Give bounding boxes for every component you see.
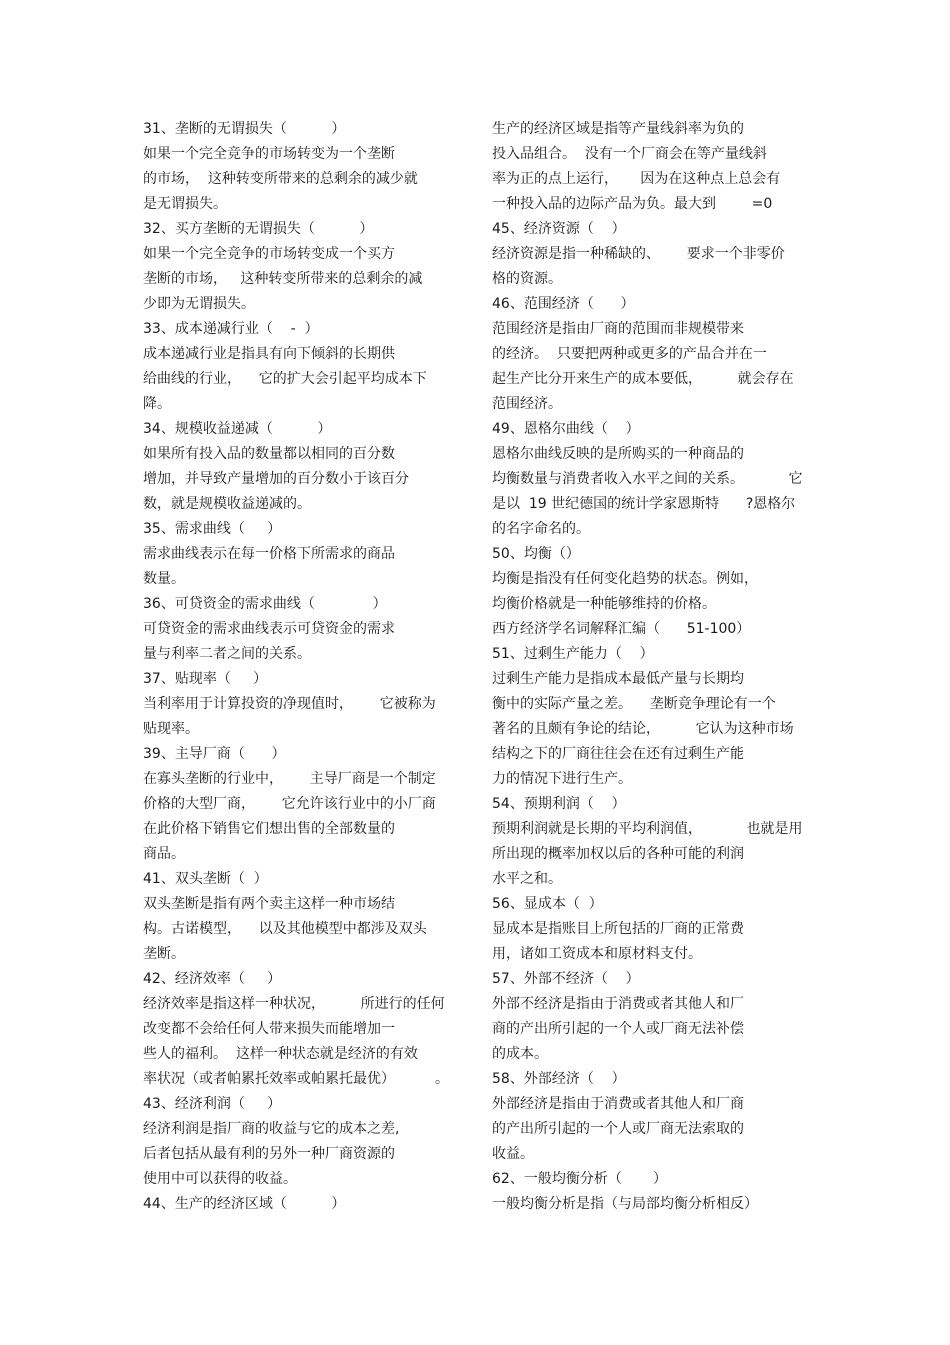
term-heading: 62、一般均衡分析（ ） <box>492 1171 667 1187</box>
definition-line: 西方经济学名词解释汇编（ 51-100） <box>492 621 751 637</box>
definition-line: 显成本是指账目上所包括的厂商的正常费 <box>492 921 744 937</box>
term-heading: 44、生产的经济区域（ ） <box>143 1196 346 1212</box>
term-heading: 43、经济利润（ ） <box>143 1096 282 1112</box>
definition-line: 商的产出所引起的一个人或厂商无法补偿 <box>492 1021 744 1037</box>
definition-line: 后者包括从最有利的另外一种厂商资源的 <box>143 1146 395 1162</box>
definition-line: 起生产比分开来生产的成本要低， 就会存在 <box>492 371 794 387</box>
definition-line: 衡中的实际产量之差。 垄断竞争理论有一个 <box>492 696 776 712</box>
definition-line: 一种投入品的边际产品为负。最大到 =0 <box>492 196 773 212</box>
definition-line: 的市场， 这种转变所带来的总剩余的减少就 <box>143 171 418 187</box>
definition-line: 双头垄断是指有两个卖主这样一种市场结 <box>143 896 395 912</box>
term-heading: 31、垄断的无谓损失（ ） <box>143 121 346 137</box>
definition-line: 当利率用于计算投资的净现值时， 它被称为 <box>143 696 436 712</box>
definition-line: 需求曲线表示在每一价格下所需求的商品 <box>143 546 395 562</box>
definition-line: 贴现率。 <box>143 721 199 737</box>
definition-line: 是以 19 世纪德国的统计学家恩斯特 ?恩格尔 <box>492 496 796 512</box>
term-heading: 37、贴现率（ ） <box>143 671 268 687</box>
definition-line: 所出现的概率加权以后的各种可能的利润 <box>492 846 744 862</box>
definition-line: 预期利润就是长期的平均利润值， 也就是用 <box>492 821 803 837</box>
definition-line: 著名的且颇有争论的结论， 它认为这种市场 <box>492 721 794 737</box>
definition-line: 均衡价格就是一种能够维持的价格。 <box>492 596 716 612</box>
definition-line: 用，诸如工资成本和原材料支付。 <box>492 946 702 962</box>
definition-line: 经济效率是指这样一种状况， 所进行的任何 <box>143 996 445 1012</box>
definition-line: 改变都不会给任何人带来损失而能增加一 <box>143 1021 395 1037</box>
definition-line: 在此价格下销售它们想出售的全部数量的 <box>143 821 395 837</box>
definition-line: 恩格尔曲线反映的是所购买的一种商品的 <box>492 446 744 462</box>
term-heading: 49、恩格尔曲线（ ） <box>492 421 640 437</box>
definition-line: 降。 <box>143 396 171 412</box>
left-column <box>143 117 463 1217</box>
right-column <box>492 117 822 1217</box>
definition-line: 力的情况下进行生产。 <box>492 771 632 787</box>
definition-line: 过剩生产能力是指成本最低产量与长期均 <box>492 671 744 687</box>
definition-line: 构。古诺模型， 以及其他模型中都涉及双头 <box>143 921 427 937</box>
term-heading: 35、需求曲线（ ） <box>143 521 282 537</box>
definition-line: 一般均衡分析是指（与局部均衡分析相反） <box>492 1196 758 1212</box>
definition-line: 率为正的点上运行， 因为在这种点上总会有 <box>492 171 781 187</box>
definition-line: 是无谓损失。 <box>143 196 227 212</box>
definition-line: 增加，并导致产量增加的百分数小于该百分 <box>143 471 409 487</box>
definition-line: 的经济。 只要把两种或更多的产品合并在一 <box>492 346 767 362</box>
definition-line: 可贷资金的需求曲线表示可贷资金的需求 <box>143 621 395 637</box>
definition-line: 范围经济是指由厂商的范围而非规模带来 <box>492 321 744 337</box>
definition-line: 在寡头垄断的行业中， 主导厂商是一个制定 <box>143 771 436 787</box>
definition-line: 经济利润是指厂商的收益与它的成本之差, <box>143 1121 400 1137</box>
term-heading: 34、规模收益递减（ ） <box>143 421 332 437</box>
definition-line: 结构之下的厂商往往会在还有过剩生产能 <box>492 746 744 762</box>
definition-line: 外部经济是指由于消费或者其他人和厂商 <box>492 1096 744 1112</box>
definition-line: 如果一个完全竞争的市场转变成一个买方 <box>143 246 395 262</box>
term-heading: 56、显成本（ ） <box>492 896 603 912</box>
definition-line: 数，就是规模收益递减的。 <box>143 496 311 512</box>
definition-line: 少即为无谓损失。 <box>143 296 255 312</box>
definition-line: 收益。 <box>492 1146 534 1162</box>
term-heading: 41、双头垄断（ ） <box>143 871 268 887</box>
term-heading: 36、可贷资金的需求曲线（ ） <box>143 596 387 612</box>
definition-line: 给曲线的行业， 它的扩大会引起平均成本下 <box>143 371 427 387</box>
definition-line: 均衡数量与消费者收入水平之间的关系。 它 <box>492 471 803 487</box>
term-heading: 42、经济效率（ ） <box>143 971 282 987</box>
definition-line: 数量。 <box>143 571 185 587</box>
definition-line: 水平之和。 <box>492 871 562 887</box>
definition-line: 使用中可以获得的收益。 <box>143 1171 297 1187</box>
definition-line: 价格的大型厂商， 它允许该行业中的小厂商 <box>143 796 436 812</box>
term-heading: 39、主导厂商（ ） <box>143 746 286 762</box>
definition-line: 投入品组合。 没有一个厂商会在等产量线斜 <box>492 146 767 162</box>
definition-line: 的产出所引起的一个人或厂商无法索取的 <box>492 1121 744 1137</box>
definition-line: 外部不经济是指由于消费或者其他人和厂 <box>492 996 744 1012</box>
definition-line: 垄断的市场， 这种转变所带来的总剩余的减 <box>143 271 423 287</box>
term-heading: 54、预期利润（ ） <box>492 796 626 812</box>
definition-line: 如果所有投入品的数量都以相同的百分数 <box>143 446 395 462</box>
definition-line: 的成本。 <box>492 1046 548 1062</box>
definition-line: 些人的福利。 这样一种状态就是经济的有效 <box>143 1046 418 1062</box>
definition-line: 如果一个完全竞争的市场转变为一个垄断 <box>143 146 395 162</box>
term-heading: 50、均衡（） <box>492 546 580 562</box>
definition-line: 的名字命名的。 <box>492 521 590 537</box>
definition-line: 垄断。 <box>143 946 185 962</box>
term-heading: 33、成本递减行业（ - ） <box>143 321 319 337</box>
definition-line: 格的资源。 <box>492 271 562 287</box>
definition-line: 成本递减行业是指具有向下倾斜的长期供 <box>143 346 395 362</box>
definition-line: 量与利率二者之间的关系。 <box>143 646 311 662</box>
definition-line: 范围经济。 <box>492 396 562 412</box>
definition-line: 率状况（或者帕累托效率或帕累托最优） 。 <box>143 1071 450 1087</box>
definition-line: 生产的经济区域是指等产量线斜率为负的 <box>492 121 744 137</box>
term-heading: 57、外部不经济（ ） <box>492 971 640 987</box>
term-heading: 45、经济资源（ ） <box>492 221 626 237</box>
definition-line: 经济资源是指一种稀缺的、 要求一个非零价 <box>492 246 785 262</box>
term-heading: 32、买方垄断的无谓损失（ ） <box>143 221 374 237</box>
term-heading: 51、过剩生产能力（ ） <box>492 646 654 662</box>
term-heading: 46、范围经济（ ） <box>492 296 635 312</box>
term-heading: 58、外部经济（ ） <box>492 1071 626 1087</box>
definition-line: 均衡是指没有任何变化趋势的状态。例如， <box>492 571 758 587</box>
definition-line: 商品。 <box>143 846 185 862</box>
